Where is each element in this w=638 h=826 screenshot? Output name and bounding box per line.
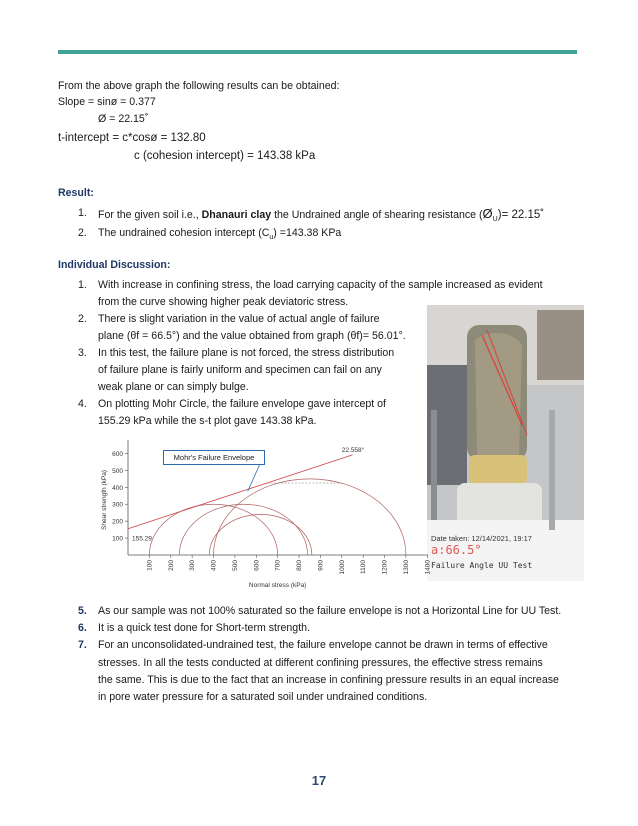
discussion-item-number: 3. — [78, 347, 87, 359]
x-tick-label: 300 — [189, 560, 197, 571]
x-tick-label: 600 — [253, 560, 261, 571]
y-axis-title: Shear strength (kPa) — [101, 470, 108, 530]
discussion-line: weak plane or can simply bulge. — [98, 381, 249, 393]
y-tick-label: 100 — [112, 535, 123, 543]
photo-date: Date taken: 12/14/2021, 19:17 — [431, 534, 532, 543]
y-tick-label: 300 — [112, 501, 123, 509]
y-tick-label: 500 — [112, 467, 123, 475]
discussion-line: stresses. In all the tests conducted at different confining pressures, the effective stress remains — [98, 657, 543, 669]
discussion-line: of failure plane is fairly uniform and specimen can fail on any — [98, 364, 382, 376]
intro-text: From the above graph the following results can be obtained: — [58, 80, 340, 92]
discussion-heading: Individual Discussion: — [58, 259, 171, 271]
discussion-line: It is a quick test done for Short-term strength. — [98, 622, 310, 634]
mohr-circle — [149, 504, 277, 555]
intercept-label: 155.29 — [132, 535, 152, 543]
discussion-line: the same. This is due to the fact that an increase in confining pressure results in an equal increase — [98, 674, 559, 686]
result-heading: Result: — [58, 187, 94, 199]
discussion-item-number: 7. — [78, 639, 87, 651]
discussion-item-number: 5. — [78, 605, 87, 617]
photo-angle: a:66.5° — [431, 543, 482, 557]
x-tick-label: 400 — [210, 560, 218, 571]
x-tick-label: 900 — [317, 560, 325, 571]
x-tick-label: 1200 — [381, 560, 389, 575]
header-rule — [58, 50, 577, 54]
x-tick-label: 700 — [274, 560, 282, 571]
mohr-circle — [179, 504, 307, 555]
discussion-item-number: 2. — [78, 313, 87, 325]
angle-label: 22.558° — [341, 446, 365, 454]
result-item-1-num: 1. — [78, 207, 87, 219]
t-intercept-line: t-intercept = c*cosø = 132.80 — [58, 132, 206, 144]
page-number: 17 — [311, 773, 327, 788]
discussion-item-number: 6. — [78, 622, 87, 634]
x-tick-label: 500 — [231, 560, 239, 571]
x-tick-label: 800 — [296, 560, 304, 571]
y-tick-label: 200 — [112, 518, 123, 526]
result-item-2: The undrained cohesion intercept $(C_u) =143.38$ KPa — [98, 227, 342, 242]
x-tick-label: 1300 — [402, 560, 410, 575]
discussion-line: In this test, the failure plane is not forced, the stress distribution — [98, 347, 395, 359]
cohesion-line: c (cohesion intercept) = 143.38 kPa — [134, 150, 316, 162]
discussion-line: plane (θf = 66.5°) and the value obtained from graph (θf)= 56.01°. — [98, 330, 406, 342]
discussion-line: For an unconsolidated-undrained test, the failure envelope cannot be drawn in terms of effective — [98, 639, 548, 651]
x-tick-label: 1400 — [424, 560, 432, 575]
result-item-2-num: 2. — [78, 227, 87, 239]
y-tick-label: 400 — [112, 484, 123, 492]
x-tick-label: 1100 — [360, 560, 368, 574]
result-item-1: For the given soil i.e., Dhanauri clay the Undrained angle of shearing resistance $(Ø_U)=$ 22.15˚ — [98, 206, 545, 224]
phi-line: Ø = 22.15˚ — [98, 113, 149, 125]
x-tick-label: 1000 — [338, 560, 346, 575]
discussion-line: There is slight variation in the value of actual angle of failure — [98, 313, 380, 325]
mohr-circle-chart — [100, 435, 440, 595]
photo-caption: Failure Angle UU Test — [431, 561, 533, 570]
discussion-line: As our sample was not 100% saturated so the failure envelope is not a Horizontal Line for UU Test. — [98, 605, 562, 617]
discussion-line: On plotting Mohr Circle, the failure envelope gave intercept of — [98, 398, 386, 410]
discussion-line: from the curve showing higher peak deviatoric stress. — [98, 296, 349, 308]
discussion-item-number: 4. — [78, 398, 87, 410]
envelope-label: Mohr's Failure Envelope — [163, 450, 265, 465]
discussion-line: With increase in confining stress, the load carrying capacity of the sample increased as evident — [98, 279, 543, 291]
discussion-line: in pore water pressure for a saturated soil under undrained conditions. — [98, 691, 428, 703]
failure-specimen-photo — [427, 305, 584, 581]
x-axis-title: Normal stress (kPa) — [248, 582, 307, 589]
y-tick-label: 600 — [112, 450, 123, 458]
discussion-line: 155.29 kPa while the s-t plot gave 143.38 kPa. — [98, 415, 317, 427]
slope-line: Slope = sinø = 0.377 — [58, 96, 156, 108]
x-tick-label: 200 — [167, 560, 175, 571]
discussion-item-number: 1. — [78, 279, 87, 291]
x-tick-label: 100 — [146, 560, 154, 571]
